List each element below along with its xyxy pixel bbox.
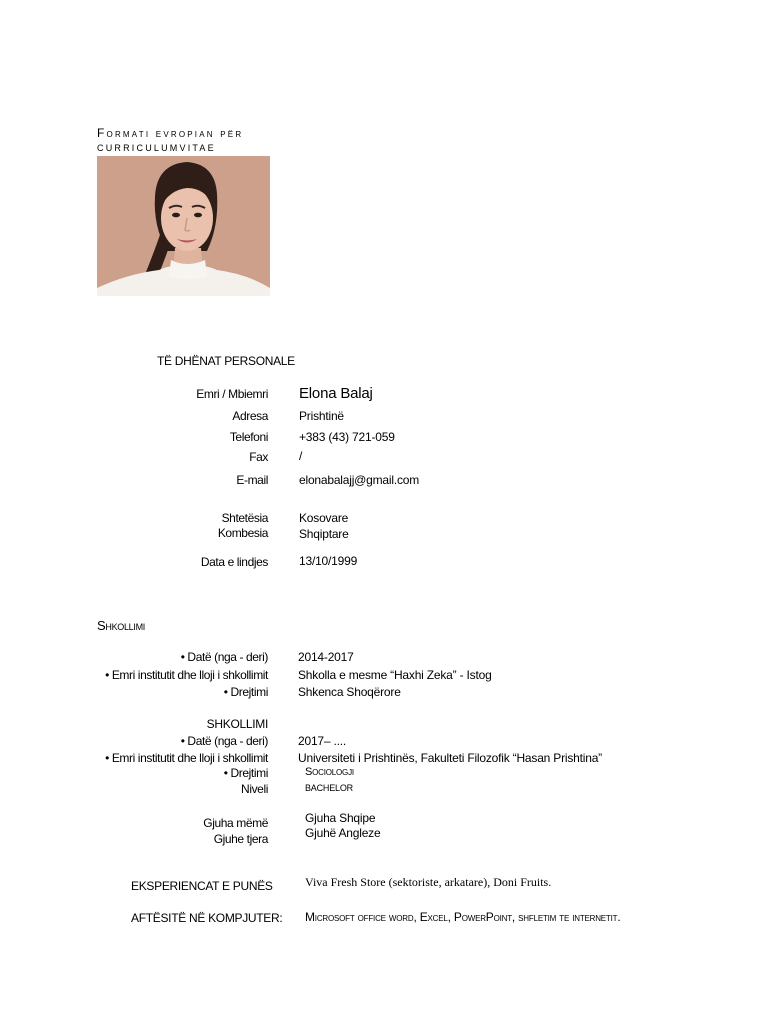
edu1-date-label: • Datë (nga - deri) xyxy=(180,650,268,664)
personal-heading: TË DHËNAT PERSONALE xyxy=(157,354,295,368)
label-phone: Telefoni xyxy=(229,430,268,444)
value-birthdate: 13/10/1999 xyxy=(299,554,358,568)
mother-tongue-label: Gjuha mëmë xyxy=(203,816,268,830)
education-heading: Shkollimi xyxy=(97,618,145,633)
value-address: Prishtinë xyxy=(299,409,344,423)
label-address: Adresa xyxy=(232,409,268,423)
label-name: Emri / Mbiemri xyxy=(196,387,268,401)
mother-tongue-value: Gjuha Shqipe xyxy=(305,811,376,825)
edu1-field-label: • Drejtimi xyxy=(223,685,268,699)
edu2-level-label: Niveli xyxy=(241,782,268,796)
edu2-date-value: 2017– .... xyxy=(298,734,347,748)
edu1-date-value: 2014-2017 xyxy=(298,650,354,664)
edu2-date-label: • Datë (nga - deri) xyxy=(180,734,268,748)
computer-skills-value: Microsoft office word, Excel, PowerPoint, shfletim te internetit. xyxy=(305,910,621,924)
edu1-institution-label: • Emri institutit dhe lloji i shkollimit xyxy=(105,668,268,682)
label-fax: Fax xyxy=(249,450,268,464)
edu2-field-label: • Drejtimi xyxy=(223,766,268,780)
edu2-institution-value: Universiteti i Prishtinës, Fakulteti Filozofik “Hasan Prishtina” xyxy=(298,751,602,765)
value-phone: +383 (43) 721-059 xyxy=(299,430,395,444)
other-languages-value: Gjuhë Angleze xyxy=(305,826,381,840)
cv-title-line2: CURRICULUMVITAE xyxy=(97,143,216,153)
other-languages-label: Gjuhe tjera xyxy=(213,832,268,846)
label-nationality: Kombesia xyxy=(217,526,268,540)
label-birthdate: Data e lindjes xyxy=(200,555,268,569)
value-email: elonabalajj@gmail.com xyxy=(299,473,420,487)
edu2-field-value: Sociologji xyxy=(305,766,354,778)
experience-label: EKSPERIENCAT E PUNËS xyxy=(131,879,273,893)
computer-skills-label: AFTËSITË NË KOMPJUTER: xyxy=(131,911,283,925)
cv-title xyxy=(97,126,243,156)
profile-photo xyxy=(97,156,270,296)
education2-heading: SHKOLLIMI xyxy=(206,717,268,731)
edu2-level-value: BACHELOR xyxy=(305,783,353,793)
label-email: E-mail xyxy=(236,473,268,487)
edu2-institution-label: • Emri institutit dhe lloji i shkollimit xyxy=(105,751,268,765)
value-fax: / xyxy=(299,449,303,463)
cv-title-line1: Formati evropian për xyxy=(97,126,244,140)
value-nationality: Shqiptare xyxy=(299,527,349,541)
edu1-institution-value: Shkolla e mesme “Haxhi Zeka” - Istog xyxy=(298,668,492,682)
value-name: Elona Balaj xyxy=(299,385,373,402)
edu1-field-value: Shkenca Shoqërore xyxy=(298,685,401,699)
experience-value: Viva Fresh Store (sektoriste, arkatare), Doni Fruits. xyxy=(305,875,552,889)
value-citizenship: Kosovare xyxy=(299,511,349,525)
label-citizenship: Shtetësia xyxy=(221,511,268,525)
